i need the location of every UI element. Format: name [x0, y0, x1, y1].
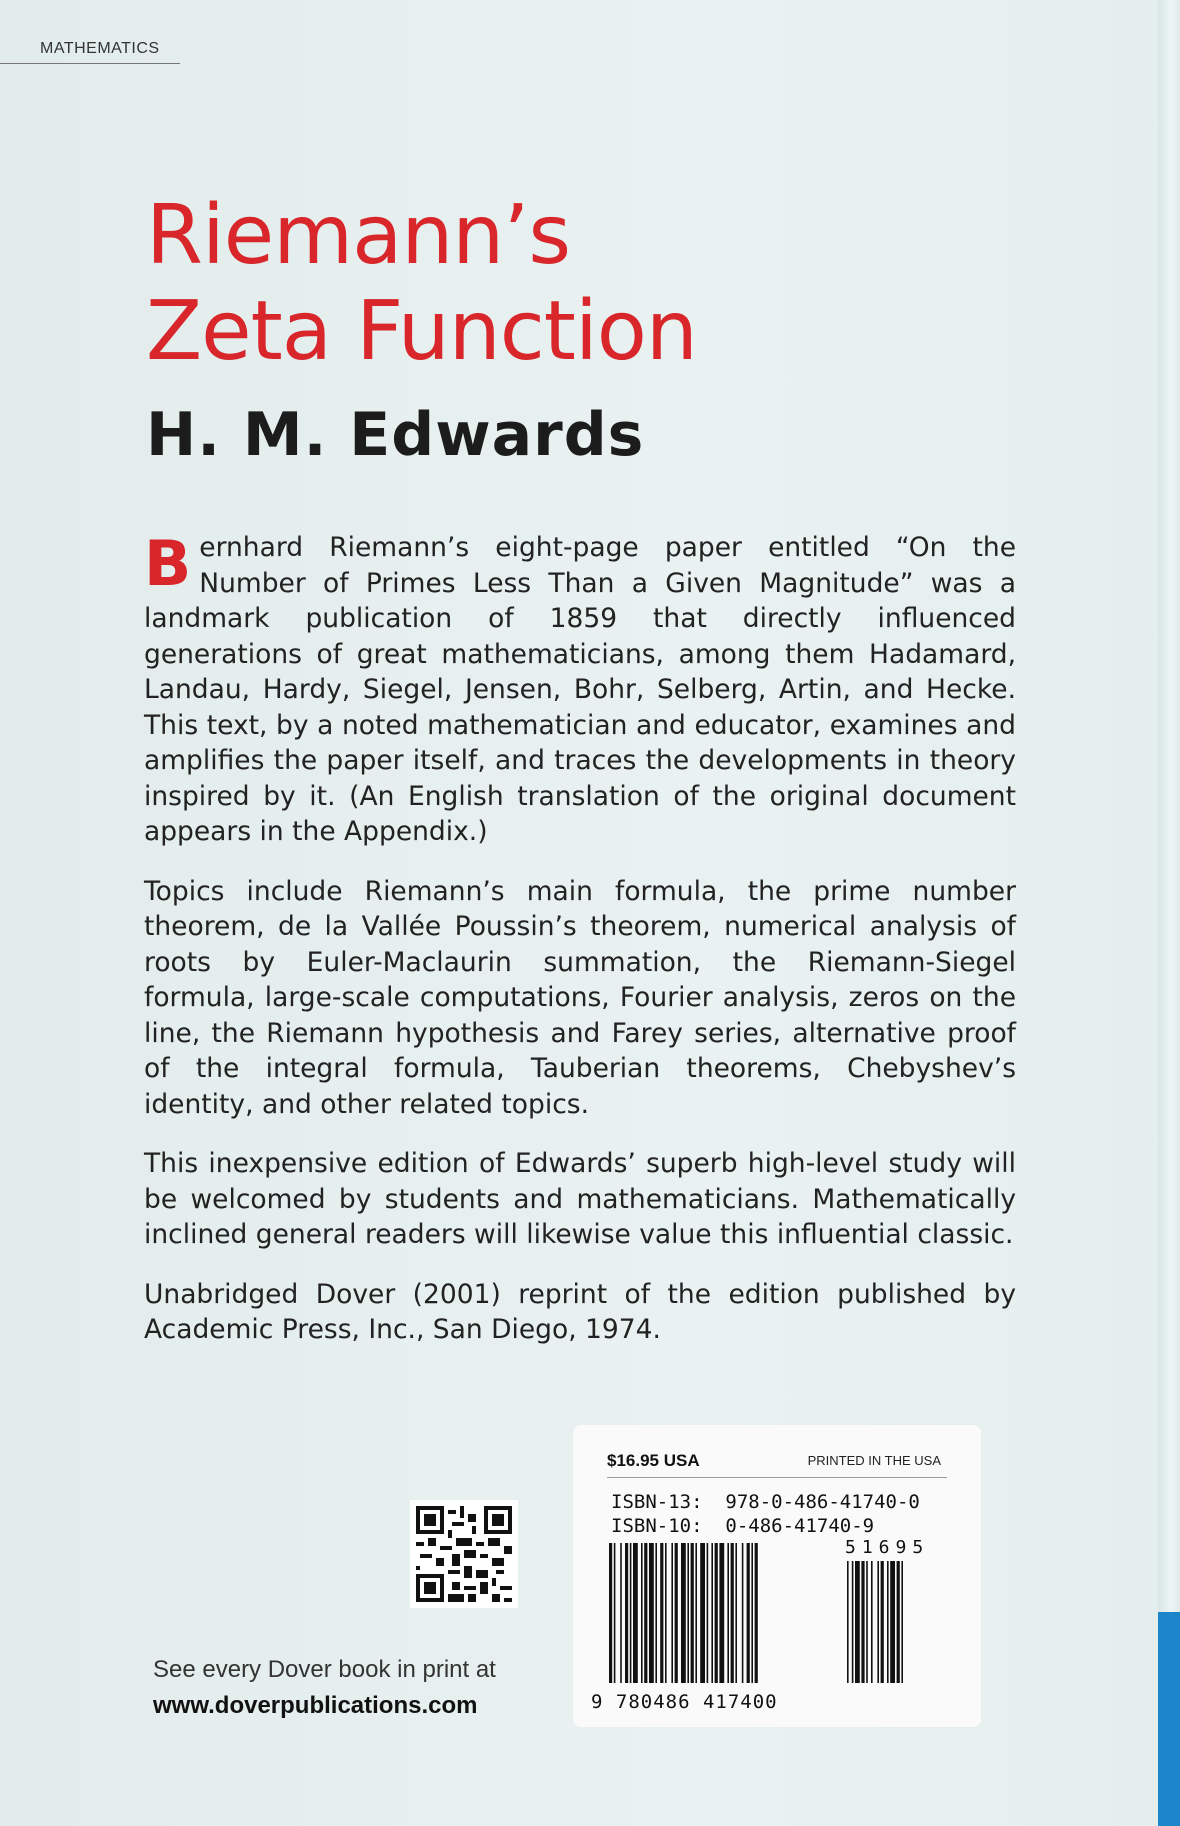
price-label: $16.95 USA: [607, 1451, 700, 1470]
barcode-number: 9 780486 417400: [591, 1691, 778, 1713]
description-paragraph-2: Topics include Riemann’s main formula, the prime number theorem, de la Vallée Poussin’s theorem, numerical analysis of roots by Euler-Maclaurin summation, the Riemann-Siegel formula, large-scale computations, Fourier analysis, zeros on the line, the Riemann hypothesis and Farey series, alternative proof of the integral formula, Tauberian theorems, Chebyshev’s identity, and other related topics.: [144, 875, 1016, 1120]
dover-promo-text: See every Dover book in print at: [153, 1656, 496, 1683]
drop-cap: B: [144, 527, 192, 600]
spine-blue-strip: [1158, 1612, 1180, 1826]
barcode-rule: [607, 1477, 947, 1478]
title-line-2: Zeta Function: [146, 284, 697, 379]
qr-code: [410, 1500, 518, 1608]
printed-in-label: PRINTED IN THE USA: [807, 1453, 941, 1468]
description-paragraph-1: [144, 527, 1016, 850]
spine-edge: [1158, 0, 1180, 1826]
category-label: MATHEMATICS: [40, 40, 160, 57]
paragraph-1-text: ernhard Riemann’s eight-page paper entitled “On the Number of Primes Less Than a Given Magnitude” was a landmark publication of 1859 that directly influenced generations of great mathematicians, among them Hadamard, Landau, Hardy, Siegel, Jensen, Bohr, Selberg, Artin, and Hecke. This text, by a noted mathematician and educator, examines and amplifies the paper itself, and traces the developments in theory inspired by it. (An English translation of the original document appears in the Appendix.): [144, 532, 1016, 847]
book-title: [146, 188, 697, 380]
edition-note: Unabridged Dover (2001) reprint of the edition published by Academic Press, Inc., San Diego, 1974.: [144, 1278, 1016, 1345]
category-rule: [0, 63, 180, 64]
barcode-panel: [573, 1425, 981, 1727]
title-line-1: Riemann’s: [146, 188, 571, 283]
dover-website-link[interactable]: www.doverpublications.com: [153, 1692, 478, 1719]
barcode-icon: [609, 1543, 949, 1693]
description: [144, 527, 1016, 1372]
isbn-10: ISBN-10: 0-486-41740-9: [611, 1515, 875, 1537]
barcode-addon-digits: 51695: [845, 1537, 930, 1558]
description-paragraph-3: This inexpensive edition of Edwards’ superb high-level study will be welcomed by students and mathematicians. Mathematically inclined general readers will likewise value this influential classic.: [144, 1148, 1016, 1250]
author-name: H. M. Edwards: [146, 400, 645, 470]
isbn-13: ISBN-13: 978-0-486-41740-0: [611, 1491, 920, 1513]
